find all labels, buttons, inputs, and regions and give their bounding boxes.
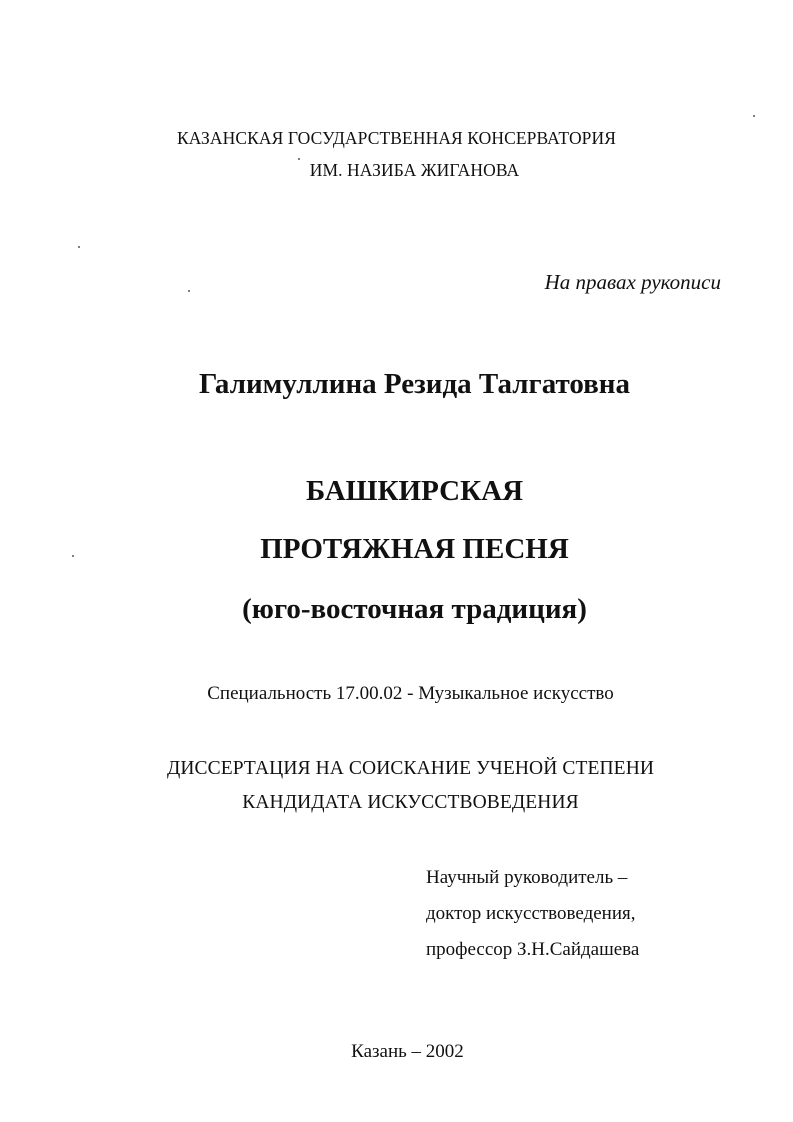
manuscript-rights-note: На правах рукописи [544, 270, 721, 294]
degree-line2: КАНДИДАТА ИСКУССТВОВЕДЕНИЯ [242, 792, 579, 813]
scan-speck [753, 115, 755, 117]
institution-name-line1: КАЗАНСКАЯ ГОСУДАРСТВЕННАЯ КОНСЕРВАТОРИЯ [176, 128, 617, 148]
scan-speck [188, 290, 190, 292]
city-and-year: Казань – 2002 [351, 1041, 464, 1062]
institution-name-line2: ИМ. НАЗИБА ЖИГАНОВА [309, 160, 520, 180]
dissertation-title-line2: ПРОТЯЖНАЯ ПЕСНЯ [260, 533, 569, 565]
scan-speck [78, 246, 80, 248]
dissertation-title-line1: БАШКИРСКАЯ [305, 475, 524, 507]
author-name: Галимуллина Резида Талгатовна [199, 368, 630, 400]
advisor-degree: доктор искусствоведения, [426, 903, 636, 924]
advisor-role: Научный руководитель – [426, 867, 628, 888]
dissertation-subtitle: (юго-восточная традиция) [242, 593, 587, 625]
degree-line1: ДИССЕРТАЦИЯ НА СОИСКАНИЕ УЧЕНОЙ СТЕПЕНИ [166, 758, 655, 779]
scan-speck [298, 158, 300, 160]
advisor-name: профессор З.Н.Сайдашева [426, 939, 640, 960]
specialty-line: Специальность 17.00.02 - Музыкальное искусство [207, 683, 614, 704]
scan-speck [72, 555, 74, 557]
